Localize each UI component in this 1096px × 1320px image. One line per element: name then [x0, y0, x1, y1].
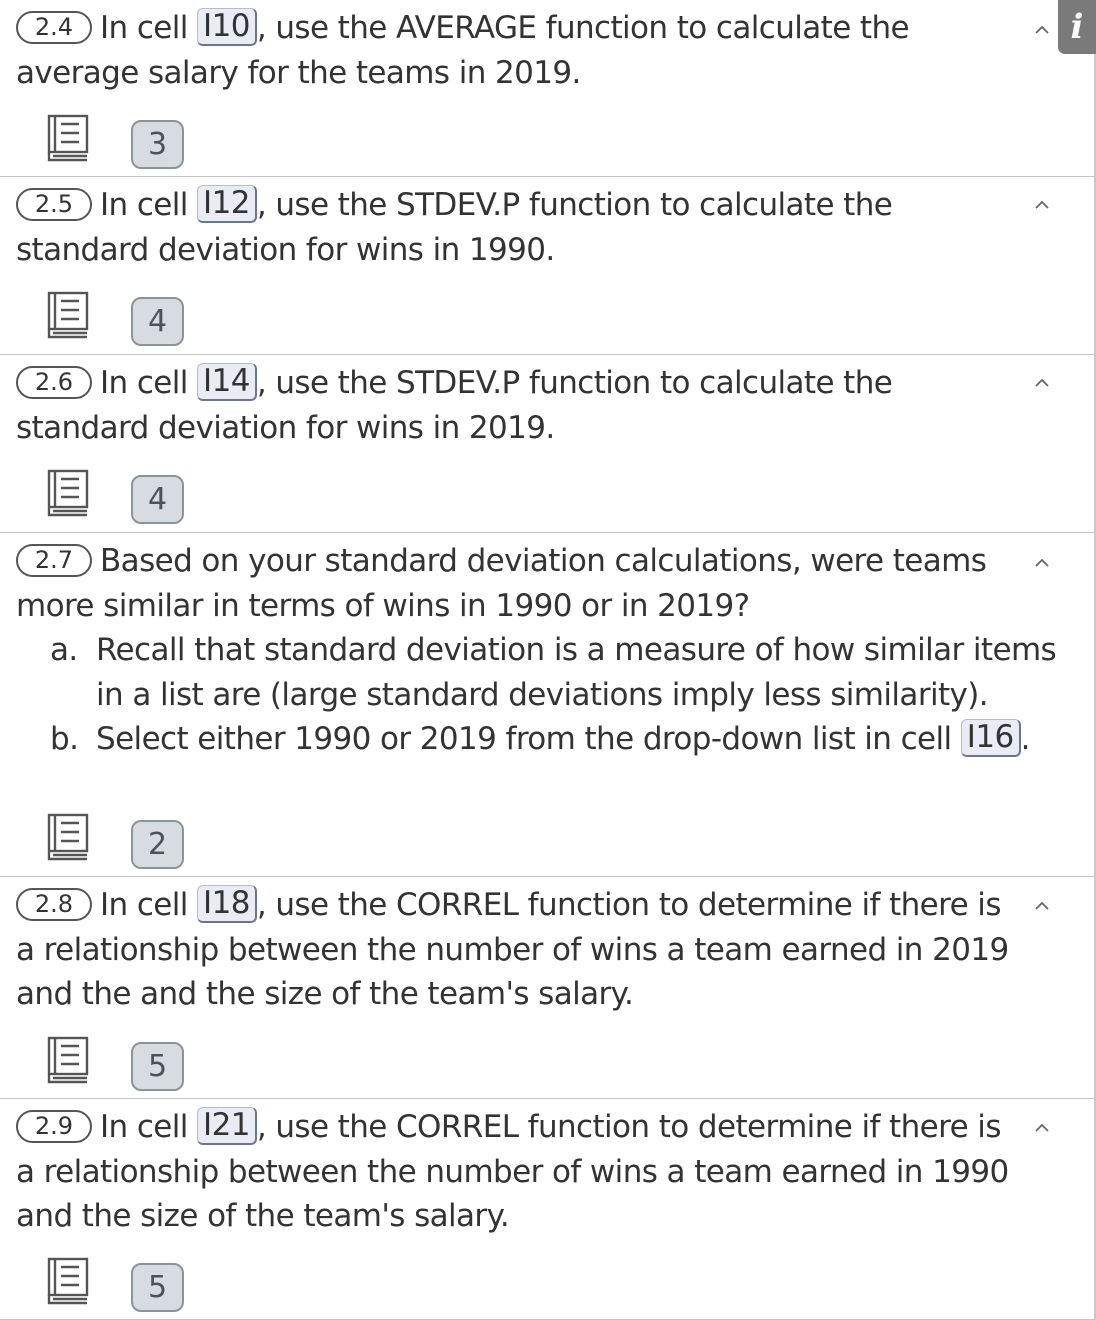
step-instruction: 2.4 In cell I10 , use the AVERAGE function to calculate the average salary for the teams in 2019. — [16, 7, 910, 91]
cell-reference[interactable]: I14 — [197, 363, 257, 401]
cell-reference[interactable]: I12 — [197, 185, 257, 223]
chevron-up-icon[interactable] — [1034, 555, 1050, 571]
step-2-6 — [0, 355, 1094, 533]
step-number-badge: 2.6 — [16, 366, 92, 399]
book-icon[interactable] — [45, 469, 91, 517]
points-badge: 5 — [131, 1263, 184, 1312]
book-icon[interactable] — [45, 1257, 91, 1305]
chevron-up-icon[interactable] — [1034, 197, 1050, 213]
step-2-8 — [0, 877, 1094, 1099]
list-marker: b. — [50, 721, 79, 757]
book-icon[interactable] — [45, 813, 91, 861]
step-instruction: 2.9 In cell I21 , use the CORREL function to determine if there is a relationship between the number of wins a team earned in 1990 and the size of the team's salary. — [16, 1106, 1009, 1234]
chevron-up-icon[interactable] — [1034, 898, 1050, 914]
sub-step-a — [16, 628, 1066, 717]
step-number-badge: 2.8 — [16, 888, 92, 921]
info-button[interactable]: i — [1058, 0, 1096, 54]
step-2-7 — [0, 533, 1094, 877]
book-icon[interactable] — [45, 1036, 91, 1084]
cell-reference[interactable]: I16 — [961, 719, 1021, 757]
book-icon[interactable] — [45, 114, 91, 162]
points-badge: 3 — [131, 120, 184, 169]
sub-step-text: Recall that standard deviation is a measure of how similar items in a list are (large standard deviations imply less similarity). — [96, 632, 1057, 713]
step-number-badge: 2.4 — [16, 11, 92, 44]
sub-step-list — [16, 628, 1066, 762]
points-badge: 4 — [131, 475, 184, 524]
list-marker: a. — [50, 632, 78, 668]
step-2-5 — [0, 177, 1094, 355]
cell-reference[interactable]: I10 — [197, 8, 257, 46]
points-badge: 5 — [131, 1042, 184, 1091]
chevron-up-icon[interactable] — [1034, 375, 1050, 391]
step-number-badge: 2.5 — [16, 188, 92, 221]
chevron-up-icon[interactable] — [1034, 1120, 1050, 1136]
cell-reference[interactable]: I21 — [197, 1107, 257, 1145]
step-instruction: 2.7 Based on your standard deviation calculations, were teams more similar in terms of wins in 1990 or in 2019? a. Recall that standard deviation is a measure of how similar items in a list are (large standard deviations imply less similarity). b. Select either 1990 or 2019 from the drop-down list in cell I16 . — [16, 539, 1066, 762]
step-instruction: 2.6 In cell I14 , use the STDEV.P function to calculate the standard deviation for wins in 2019. — [16, 362, 893, 446]
step-instruction: 2.8 In cell I18 , use the CORREL function to determine if there is a relationship between the number of wins a team earned in 2019 and the and the size of the team's salary. — [16, 884, 1009, 1012]
sub-step-b — [16, 717, 1066, 762]
step-2-9 — [0, 1099, 1094, 1320]
step-number-badge: 2.7 — [16, 544, 92, 577]
step-instruction: 2.5 In cell I12 , use the STDEV.P function to calculate the standard deviation for wins in 1990. — [16, 184, 893, 268]
sub-step-text: Select either 1990 or 2019 from the drop-down list in cell I16 . — [96, 718, 1030, 757]
step-number-badge: 2.9 — [16, 1110, 92, 1143]
chevron-up-icon[interactable] — [1034, 22, 1050, 38]
points-badge: 4 — [131, 297, 184, 346]
cell-reference[interactable]: I18 — [197, 885, 257, 923]
step-2-4 — [0, 0, 1094, 177]
book-icon[interactable] — [45, 291, 91, 339]
points-badge: 2 — [131, 820, 184, 869]
